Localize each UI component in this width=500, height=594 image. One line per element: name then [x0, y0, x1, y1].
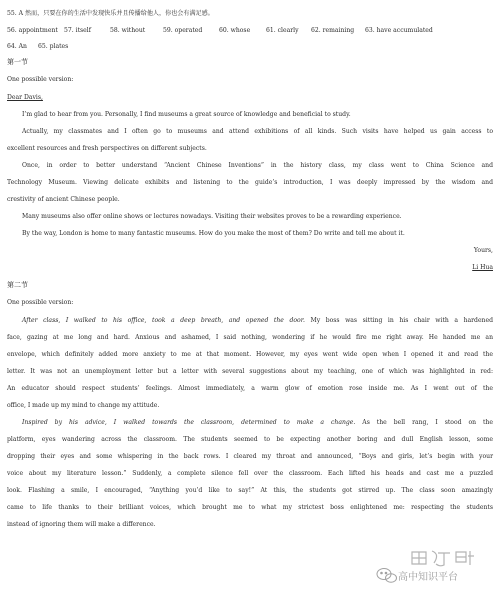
letter-paragraph-3-line-2: Technology Museum. Viewing delicate exhibits and listening to the guide’s introduction, I was deeply impressed by the wisdom and	[7, 179, 493, 186]
answer-56: 56. appointment	[7, 27, 58, 34]
story-paragraph-2-line-4: voice about my literature lesson.” Suddenly, a complete silence fell over the classroom. Each lifted his heads and cast me a puzzled	[7, 470, 493, 477]
story-paragraph-2-line-1	[22, 418, 493, 427]
story-paragraph-1-line-6: office, I made up my mind to change my attitude.	[7, 402, 160, 409]
story-paragraph-2-line-6: came to life thanks to their brilliant voices, which brought me to what my strictest boss enlightened me: respecting the students	[7, 504, 493, 511]
story-paragraph-1-line-2: face, gazing at me long and hard. Anxious and ashamed, I said nothing, wondering if he would fire me right away. He handed me an	[7, 334, 493, 341]
letter-paragraph-3-line-3: crestivity of ancient Chinese people.	[7, 196, 120, 203]
section-1-version: One possible version:	[7, 76, 74, 83]
story-paragraph-2-line-5: look. Flashing a smile, I encouraged, “Anything you’d like to say!” At this, the students got stirred up. The class soon amazingly	[7, 487, 493, 494]
story-paragraph-1-line-1-rest: My boss was sitting in his chair with a hardened	[304, 317, 493, 324]
story-paragraph-2-line-1-rest: As the bell rang, I stood on the	[355, 419, 494, 426]
letter-paragraph-2-line-2: excellent resources and fresh perspectives on different subjects.	[7, 145, 207, 152]
wechat-icon	[377, 569, 397, 583]
letter-paragraph-3-line-1: Once, in order to better understand “Ancient Chinese Inventions” in the history class, my class went to China Science and	[22, 162, 493, 169]
answer-58: 58. without	[110, 27, 146, 34]
watermark-text: 高中知识平台	[398, 572, 458, 583]
answer-57: 57. itself	[64, 27, 91, 34]
story-paragraph-1-line-4: letter. It was not an unemployment letter but a letter with several suggestions about my teaching, one of which was highlighted in red:	[7, 368, 493, 375]
story-paragraph-1-opening: After class, I walked to his office, took a deep breath, and opened the door.	[22, 317, 305, 324]
letter-paragraph-2-line-1: Actually, my classmates and I often go to museums and attend exhibitions of all kinds. Such visits have helped us gain access to	[22, 128, 493, 135]
letter-salutation: Dear Davis,	[7, 94, 43, 101]
watermark	[372, 548, 496, 590]
letter-closing: Yours,	[473, 247, 493, 254]
answer-61: 61. clearly	[266, 27, 299, 34]
section-2-title: 第二节	[7, 281, 28, 289]
answer-64: 64. An	[7, 43, 27, 50]
answer-55-line: 55. A 然而，只要在你的生活中发现快乐并且传播给他人，你也会有满足感。	[7, 10, 214, 17]
answer-59: 59. operated	[163, 27, 203, 34]
story-paragraph-2-line-3: dropping their eyes and some whispering in the back rows. I cleared my throat and announced, “Boys and girls, let’s begin with your	[7, 453, 493, 460]
answer-60: 60. whose	[219, 27, 251, 34]
story-paragraph-2-line-7: instead of ignoring them will make a difference.	[7, 521, 156, 528]
letter-signature: Li Hua	[472, 264, 493, 271]
watermark-stamp-lettering	[412, 551, 474, 566]
section-2-version: One possible version:	[7, 299, 74, 306]
answer-63: 63. have accumulated	[365, 27, 433, 34]
story-paragraph-1-line-1	[22, 316, 493, 325]
story-paragraph-2-line-2: platform, eyes wandering across the classroom. The students seemed to be expecting another boring and dull English lesson, some	[7, 436, 493, 443]
answer-62: 62. remaining	[311, 27, 355, 34]
answer-65: 65. plates	[38, 43, 69, 50]
letter-paragraph-5: By the way, London is home to many fantastic museums. How do you make the most of them? Do write and tell me about it.	[22, 230, 405, 237]
section-1-title: 第一节	[7, 58, 28, 66]
watermark-graphic	[372, 548, 496, 590]
letter-paragraph-1: I’m glad to hear from you. Personally, I find museums a great source of knowledge and beneficial to study.	[22, 111, 351, 118]
story-paragraph-1-line-3: envelope, which definitely added more anxiety to me at that moment. However, my eyes went wide open when I opened it and read the	[7, 351, 493, 358]
letter-paragraph-4: Many museums also offer online shows or lectures nowadays. Visiting their websites proves to be a rewarding experience.	[22, 213, 402, 220]
story-paragraph-2-opening: Inspired by his advice, I walked towards the classroom, determined to make a change.	[22, 419, 356, 426]
story-paragraph-1-line-5: An educator should respect students’ feelings. Almost immediately, a warm glow of emotion rose inside me. As I went out of the	[7, 385, 493, 392]
